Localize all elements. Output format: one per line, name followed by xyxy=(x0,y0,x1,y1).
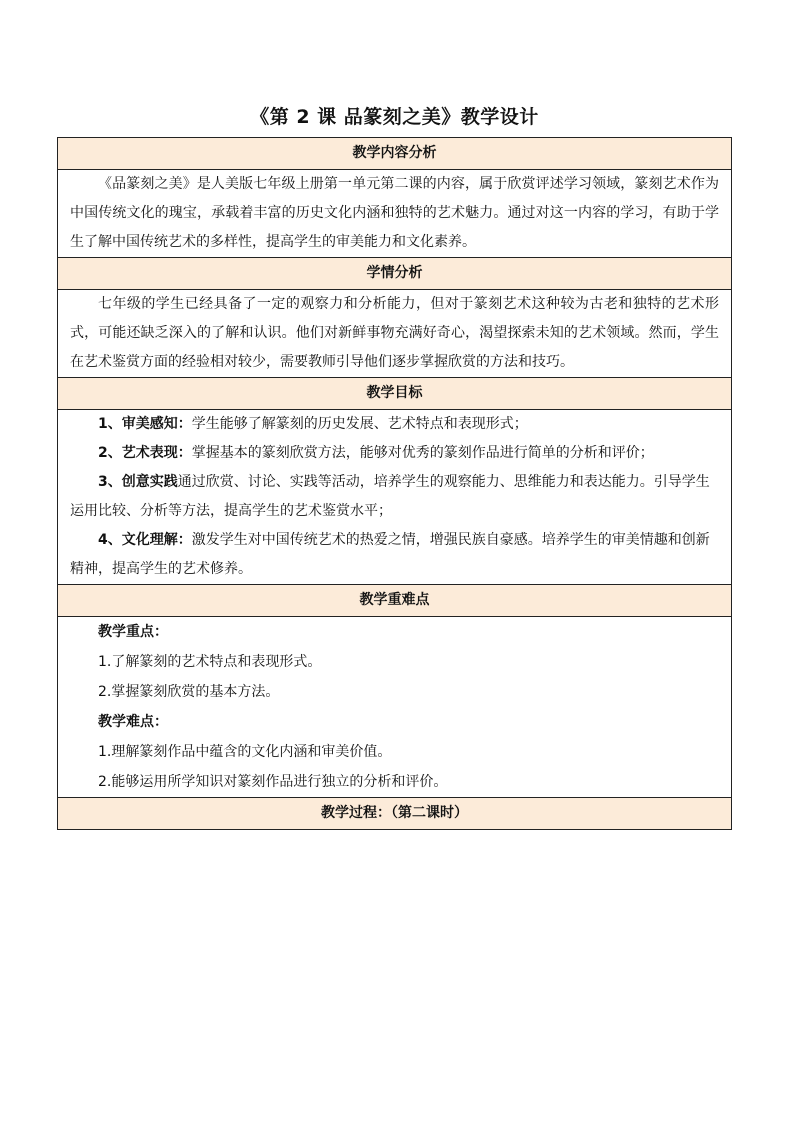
goal-label: 2、艺术表现： xyxy=(98,445,192,461)
goals-header-row xyxy=(58,378,732,410)
focus-item: 2.掌握篆刻欣赏的基本方法。 xyxy=(98,684,280,700)
goal-text: 激发学生对中国传统艺术的热爱之情，增强民族自豪感。培养学生的审美情趣和创新精神，提高学生的艺术修养。 xyxy=(70,532,710,577)
key-difficult-points-cell xyxy=(58,617,732,798)
content-body-row xyxy=(58,170,732,258)
content-header-row xyxy=(58,138,732,170)
student-analysis-header: 学情分析 xyxy=(58,258,732,290)
difficulty-item: 1.理解篆刻作品中蕴含的文化内涵和审美价值。 xyxy=(98,744,392,760)
content-analysis-header: 教学内容分析 xyxy=(58,138,732,170)
teaching-goals-cell xyxy=(58,410,732,585)
document-title: 《第 2 课 品篆刻之美》教学设计 xyxy=(250,106,539,128)
goal-text: 掌握基本的篆刻欣赏方法，能够对优秀的篆刻作品进行简单的分析和评价； xyxy=(191,445,654,461)
lesson-plan-table xyxy=(57,137,732,830)
goals-body-row xyxy=(58,410,732,585)
keypoints-header-row xyxy=(58,585,732,617)
content-analysis-text: 《品篆刻之美》是人美版七年级上册第一单元第二课的内容，属于欣赏评述学习领域，篆刻艺术作为中国传统文化的瑰宝，承载着丰富的历史文化内涵和独特的艺术魅力。通过对这一内容的学习，有助于学生了解中国传统艺术的多样性，提高学生的审美能力和文化素养。 xyxy=(70,176,719,250)
difficulty-item: 2.能够运用所学知识对篆刻作品进行独立的分析和评价。 xyxy=(98,774,448,790)
focus-item: 1.了解篆刻的艺术特点和表现形式。 xyxy=(98,654,322,670)
goal-item xyxy=(70,526,719,584)
student-analysis-cell xyxy=(58,290,732,378)
goal-label: 3、创意实践 xyxy=(98,474,178,490)
goal-label: 4、文化理解： xyxy=(98,532,192,548)
students-body-row xyxy=(58,290,732,378)
goal-label: 1、审美感知： xyxy=(98,416,192,432)
goal-text: 学生能够了解篆刻的历史发展、艺术特点和表现形式； xyxy=(191,416,528,432)
keypoints-body-row xyxy=(58,617,732,798)
focus-label: 教学重点： xyxy=(98,624,168,640)
goal-text: 通过欣赏、讨论、实践等活动，培养学生的观察能力、思维能力和表达能力。引导学生运用比较、分析等方法，提高学生的艺术鉴赏水平； xyxy=(70,474,710,519)
goal-item xyxy=(70,410,719,439)
students-header-row xyxy=(58,258,732,290)
content-analysis-cell xyxy=(58,170,732,258)
key-difficult-points-header: 教学重难点 xyxy=(58,585,732,617)
process-header-row xyxy=(58,798,732,830)
difficulty-label: 教学难点： xyxy=(98,714,168,730)
goal-item xyxy=(70,439,719,468)
goal-item xyxy=(70,468,719,526)
student-analysis-text: 七年级的学生已经具备了一定的观察力和分析能力，但对于篆刻艺术这种较为古老和独特的艺术形式，可能还缺乏深入的了解和认识。他们对新鲜事物充满好奇心，渴望探索未知的艺术领域。然而，学生在艺术鉴赏方面的经验相对较少，需要教师引导他们逐步掌握欣赏的方法和技巧。 xyxy=(70,296,719,370)
teaching-goals-header: 教学目标 xyxy=(58,378,732,410)
teaching-process-header: 教学过程：（第二课时） xyxy=(58,798,732,830)
